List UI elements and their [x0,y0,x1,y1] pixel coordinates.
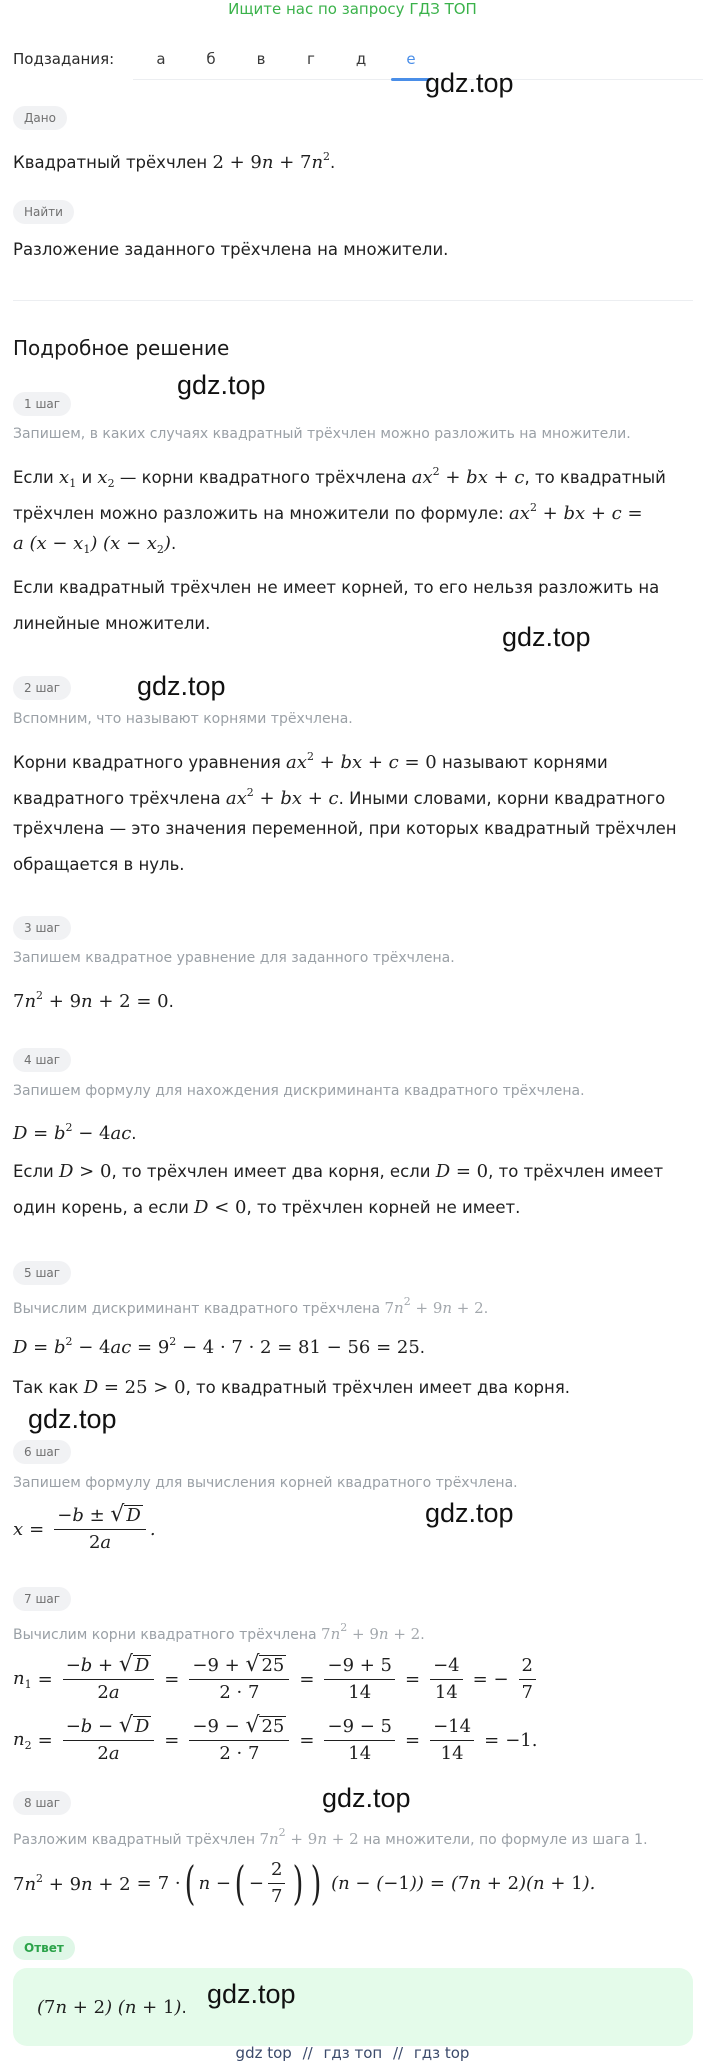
footer-link-1[interactable]: gdz top [235,2044,292,2062]
step-4-line-1: Если D > 0, то трёхчлен имеет два корня, если D = 0, то трёхчлен имеет [13,1161,664,1182]
step-7-root-n1: $n_1$ = −b + √ D 2a = −9 + √ 25 2 · 7 = $\frac{-9 + 5}{14}$ = $\frac{-4}{14}$ = − $\frac{2}{7}$ [13,1650,540,1708]
footer-separator: // [302,2044,313,2062]
step-1-line-2: трёхчлен можно разложить на множители по формуле: $ax^2$ + bx + c = [13,501,643,524]
subtasks-nav [13,50,693,82]
watermark: gdz.top [502,622,591,652]
footer-links [0,2044,705,2069]
step-8-factorization: $7n^2 + 9n + 2$ = 7 · ( n − ( − $\frac{2}{7}$ ) ) (n − (−1)) = (7n + 2)(n + 1). [13,1856,596,1910]
step-1-para-2: линейные множители. [13,614,211,633]
find-text: Разложение заданного трёхчлена на множители. [13,240,449,259]
step-5-hint: Вычислим дискриминант квадратного трёхчлена $7n^2 + 9n + 2$. [13,1295,489,1317]
given-chip: Дано [13,106,67,130]
footer-separator: // [392,2044,404,2062]
step-2-chip: 2 шаг [13,676,71,700]
step-5-calc: $D = b^2 - 4ac = 9^2 - 4 \cdot 7 \cdot 2 = 81 - 56 = 25$. [13,1335,426,1358]
step-4-line-2: один корень, а если D < 0, то трёхчлен корней не имеет. [13,1197,521,1218]
step-4-hint: Запишем формулу для нахождения дискриминанта квадратного трёхчлена. [13,1083,585,1099]
find-chip: Найти [13,200,74,224]
step-2-line-3: трёхчлена — это значения переменной, при которых квадратный трёхчлен [13,819,677,838]
tab-v[interactable]: в [256,50,266,68]
step-3-equation: $7n^2 + 9n + 2 = 0$. [13,989,174,1012]
step-5-chip: 5 шаг [13,1261,71,1285]
watermark: gdz.top [425,1498,514,1528]
tab-d[interactable]: д [355,50,367,68]
step-1-para-1: Если квадратный трёхчлен не имеет корней, то его нельзя разложить на [13,578,660,597]
step-6-hint: Запишем формулу для вычисления корней квадратного трёхчлена. [13,1475,518,1491]
watermark: gdz.top [28,1404,117,1434]
top-banner: Ищите нас по запросу ГДЗ ТОП [228,0,477,18]
step-1-hint: Запишем, в каких случаях квадратный трёхчлен можно разложить на множители. [13,426,631,442]
step-8-chip: 8 шаг [13,1791,71,1815]
tab-a[interactable]: а [156,50,166,68]
step-2-line-2: квадратного трёхчлена $ax^2$ + bx + c. Иными словами, корни квадратного [13,786,666,809]
tab-b[interactable]: б [206,50,216,68]
subtasks-label: Подзадания: [13,50,115,68]
answer-chip: Ответ [13,1936,75,1960]
tab-g[interactable]: г [307,50,315,68]
footer-link-3[interactable]: гдз top [413,2044,470,2062]
step-2-hint: Вспомним, что называют корнями трёхчлена. [13,711,353,727]
step-4-chip: 4 шаг [13,1048,71,1072]
footer-link-2[interactable]: гдз топ [323,2044,383,2062]
answer-formula: (7n + 2) (n + 1). [37,1997,187,2018]
step-4-formula: $D = b^2 - 4ac$. [13,1121,137,1144]
step-7-chip: 7 шаг [13,1587,71,1611]
section-divider [13,300,693,301]
solution-title: Подробное решение [13,336,230,360]
step-5-line-1: Так как D = 25 > 0, то квадратный трёхчлен имеет два корня. [13,1377,570,1398]
step-2-line-4: обращается в нуль. [13,855,185,874]
step-3-chip: 3 шаг [13,916,71,940]
watermark: gdz.top [207,1979,296,2009]
step-3-hint: Запишем квадратное уравнение для заданного трёхчлена. [13,950,455,966]
watermark: gdz.top [425,68,514,98]
answer-box [13,1968,693,2046]
step-7-root-n2: $n_2$ = −b − √ D 2a = −9 − √ 25 2 · 7 = $\frac{-9 - 5}{14}$ = $\frac{-14}{14}$ = −1. [13,1713,538,1764]
watermark: gdz.top [322,1783,411,1813]
step-1-chip: 1 шаг [13,392,71,416]
step-1-line-3: a $(x - x_1)$ $(x - x_2)$. [13,533,177,556]
step-6-chip: 6 шаг [13,1440,71,1464]
step-1-line-1: Если $x_1$ и $x_2$ — корни квадратного трёхчлена $ax^2$ + bx + c, то квадратный [13,465,666,490]
step-6-root-formula: x = −b ± √ D 2a . [13,1502,156,1553]
tab-e[interactable]: е [406,50,416,68]
step-2-line-1: Корни квадратного уравнения $ax^2$ + bx + c = 0 называют корнями [13,750,608,773]
given-text: Квадратный трёхчлен $2 + 9n + 7n^2$. [13,150,336,173]
watermark: gdz.top [177,370,266,400]
watermark: gdz.top [137,671,226,701]
step-7-hint: Вычислим корни квадратного трёхчлена $7n^2 + 9n + 2$. [13,1621,425,1643]
step-8-hint: Разложим квадратный трёхчлен $7n^2 + 9n + 2$ на множители, по формуле из шага 1. [13,1826,648,1848]
